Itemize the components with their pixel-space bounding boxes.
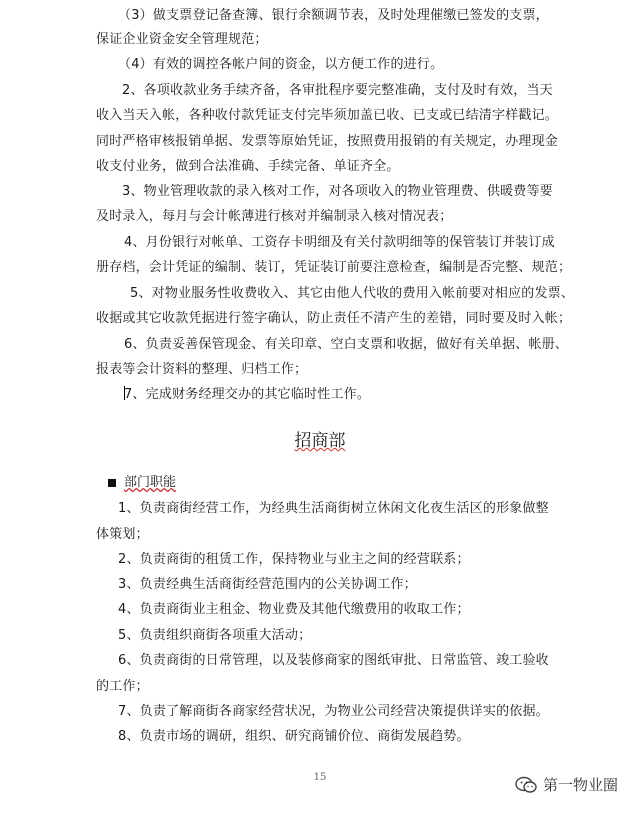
paragraph-line-with-cursor[interactable] <box>124 386 594 404</box>
paragraph-line: 收据或其它收款凭据进行签字确认，防止责任不清产生的差错，同时要及时入帐； <box>96 311 572 326</box>
subsection-heading <box>108 474 176 492</box>
duty-line: 7、负责了解商街各商家经营状况，为物业公司经营决策提供详实的依据。 <box>118 704 549 719</box>
paragraph-line: 收支付业务，做到合法准确、手续完备、单证齐全。 <box>96 159 400 174</box>
paragraph-line: 收入当天入帐，各种收付款凭证支付完毕须加盖已收、已支或已结清字样戳记。 <box>96 108 559 123</box>
paragraph-line: 7、完成财务经理交办的其它临时性工作。 <box>124 387 371 402</box>
duty-line: 2、负责商街的租赁工作，保持物业与业主之间的经营联系； <box>118 552 470 567</box>
duty-line: 5、负责组织商街各项重大活动； <box>118 628 312 643</box>
section-title: 招商部 <box>294 431 346 451</box>
paragraph-line: 保证企业资金安全管理规范； <box>96 32 268 47</box>
paragraph-line: 6、负责妥善保管现金、有关印章、空白支票和收据，做好有关单据、帐册、 <box>124 337 569 352</box>
paragraph-line: 册存档，会计凭证的编制、装订，凭证装订前要注意检查，编制是否完整、规范； <box>96 260 572 275</box>
page-number: 15 <box>313 772 327 783</box>
subsection-label: 部门职能 <box>124 475 177 490</box>
paragraph-line: 报表等会计资料的整理、归档工作； <box>96 362 308 377</box>
paragraph-line: 3、物业管理收款的录入核对工作，对各项收入的物业管理费、供暖费等要 <box>122 184 553 199</box>
paragraph-line: （4）有效的调控各帐户间的资金，以方便工作的进行。 <box>118 57 444 72</box>
paragraph-line: 2、各项收款业务手续齐备，各审批程序要完整准确，支付及时有效，当天 <box>122 83 553 98</box>
duty-line: 体策划； <box>96 527 149 542</box>
duty-line: 1、负责商街经营工作，为经典生活商街树立休闲文化夜生活区的形象做整 <box>118 501 549 516</box>
watermark-text: 第一物业圈 <box>542 776 618 794</box>
wechat-icon <box>515 776 537 794</box>
paragraph-line: 及时录入，每月与会计帐薄进行核对并编制录入核对情况表； <box>96 209 453 224</box>
duty-line: 4、负责商街业主租金、物业费及其他代缴费用的收取工作； <box>118 602 470 617</box>
paragraph-line: 5、对物业服务性收费收入、其它由他人代收的费用入帐前要对相应的发票、 <box>130 286 575 301</box>
duty-line: 8、负责市场的调研，组织、研究商铺价位、商街发展趋势。 <box>118 729 470 744</box>
duty-line: 3、负责经典生活商街经营范围内的公关协调工作； <box>118 577 417 592</box>
duty-line: 6、负责商街的日常管理，以及装修商家的图纸审批、日常监管、竣工验收 <box>118 653 549 668</box>
watermark <box>515 774 618 795</box>
paragraph-line: 4、月份银行对帐单、工资存卡明细及有关付款明细等的保管装订并装订成 <box>124 235 555 250</box>
duty-line: 的工作； <box>96 679 149 694</box>
bullet-square-icon <box>108 479 116 487</box>
paragraph-line: （3）做支票登记备查簿、银行余额调节表，及时处理催缴已签发的支票， <box>118 8 549 23</box>
paragraph-line: 同时严格审核报销单据、发票等原始凭证，按照费用报销的有关规定，办理现金 <box>96 134 559 149</box>
